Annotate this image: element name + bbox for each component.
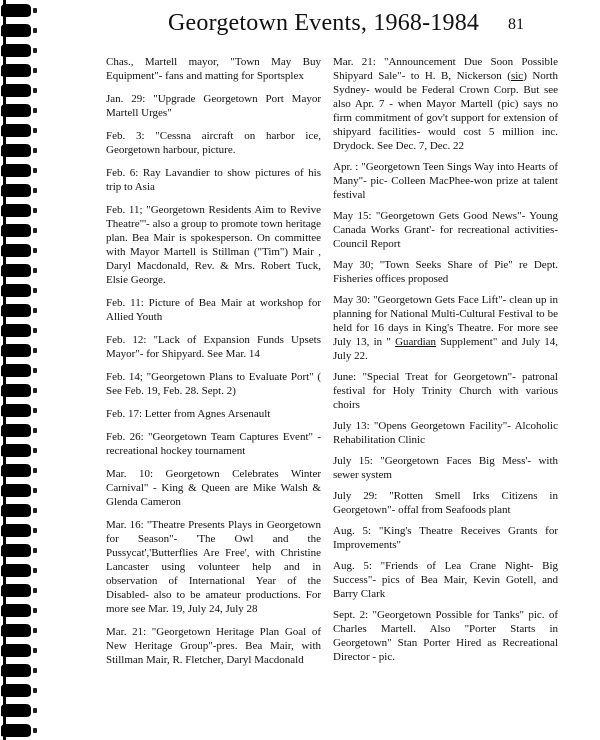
binding-coil [1,164,31,177]
entry-text-continued: Supplement" and July 14, July 22. [333,336,558,362]
binding-coil [1,504,31,517]
entry-text-continued: ) North Sydney- would be Federal Crown Corp. But see also Apr. 7 - when Mayor Martell (pic) says no firm commitment of gov't support for extension of shipyard facilities- would cost 5 million inc. Drydock. See Dec. 7, Dec. 22 [333,70,559,152]
event-entry: Sept. 2: "Georgetown Possible for Tanks" pic. of Charles Martell. Also "Porter Starts in Georgetown" Stan Porter Hired as Recreational Director - pic. [333,609,558,663]
binding-hole [33,148,37,153]
event-entry: Feb. 6: Ray Lavandier to show pictures of his trip to Asia [106,167,321,193]
event-entry [333,293,558,363]
binding-hole [33,688,37,693]
entry-text: Mar. 21: "Announcement Due Soon Possible Shipyard Sale"- to H. B, Nickerson ( [333,56,558,82]
left-column [106,55,321,676]
event-entry: Aug. 5: "King's Theatre Receives Grants for Improvements" [333,525,558,551]
binding-coil [1,384,31,397]
event-entry: Mar. 21: "Georgetown Heritage Plan Goal of New Heritage Group"-pres. Bea Mair, with Stillman Mair, R. Fletcher, Daryl Macdonald [106,626,321,666]
binding-coil [1,664,31,677]
binding-hole [33,288,37,293]
binding-hole [33,168,37,173]
spiral-coil-graphic [0,0,40,740]
event-entry: Mar. 16: "Theatre Presents Plays in Georgetown for Season"- 'The Owl and the Pussycat','Butterflies Are Free', with Christine Lancaster using volunteer help and in observation of International Year of the Disabled- also to be amateur productions. For more see Mar. 19, July 24, July 28 [106,519,321,615]
binding-coil [1,64,31,77]
binding-coil [1,104,31,117]
page-title: Georgetown Events, 1968-1984 [168,10,480,36]
spiral-binding [0,0,40,740]
binding-hole [33,448,37,453]
binding-coil [1,144,31,157]
event-entry: Feb. 11; "Georgetown Residents Aim to Revive Theatre"'- also a group to promote town heritage plan. Bea Mair is spokesperson. On committee with Mayor Martell is Stillman ("Tim") Mair , Daryl Macdonald, Rev. & Mrs. Robert Tuck, Elsie George. [106,204,321,286]
binding-hole [33,588,37,593]
binding-hole [33,28,37,33]
binding-coil [1,44,31,57]
binding-hole [33,708,37,713]
binding-coil [1,484,31,497]
binding-hole [33,108,37,113]
binding-coil [1,224,31,237]
binding-hole [33,328,37,333]
event-entry: May 15: "Georgetown Gets Good News"- Young Canada Works Grant'- for recreational activities- Council Report [333,210,558,250]
underlined-text: Guardian [395,336,437,348]
binding-coil [1,724,31,737]
binding-hole [33,248,37,253]
binding-coil [1,524,31,537]
binding-coil [1,184,31,197]
binding-coil [1,124,31,137]
event-entry: Aug. 5: "Friends of Lea Crane Night- Big Success"- pics of Bea Mair, Kevin Gotell, and Barry Clark [333,560,558,600]
binding-hole [33,88,37,93]
binding-coil [1,264,31,277]
binding-hole [33,8,37,13]
binding-hole [33,428,37,433]
binding-hole [33,388,37,393]
binding-hole [33,128,37,133]
binding-coil [1,324,31,337]
binding-coil [1,364,31,377]
binding-coil [1,644,31,657]
binding-coil [1,684,31,697]
event-entry [333,55,558,153]
binding-coil [1,244,31,257]
binding-coil [1,24,31,37]
underlined-text: sic [510,70,524,82]
binding-coil [1,84,31,97]
binding-hole [33,468,37,473]
entry-text: May 30: "Georgetown Gets Face Lift"- clean up in planning for National Multi-Cultural Festival to be held for 16 days in King's Theatre. For more see July 13, in " [333,294,558,348]
binding-hole [33,188,37,193]
binding-hole [33,48,37,53]
binding-coil [1,304,31,317]
event-entry: July 13: "Opens Georgetown Facility"- Alcoholic Rehabilitation Clinic [333,420,558,446]
event-entry: July 29: "Rotten Smell Irks Citizens in Georgetown"- offal from Seafoods plant [333,490,558,516]
event-entry: Feb. 11: Picture of Bea Mair at workshop for Allied Youth [106,297,321,323]
event-entry: Chas., Martell mayor, "Town May Buy Equipment"- fans and matting for Sportsplex [106,56,321,82]
binding-coil [1,204,31,217]
event-entry: July 15: "Georgetown Faces Big Mess'- with sewer system [333,455,558,481]
binding-hole [33,528,37,533]
event-entry: May 30; "Town Seeks Share of Pie" re Dept. Fisheries offices proposed [333,259,558,285]
event-entry: Feb. 3: "Cessna aircraft on harbor ice, Georgetown harbour, picture. [106,130,321,156]
binding-hole [33,368,37,373]
binding-hole [33,348,37,353]
event-entry: Feb. 26: "Georgetown Team Captures Event" - recreational hockey tournament [106,431,321,457]
binding-coil [1,284,31,297]
binding-hole [33,208,37,213]
event-entry: Apr. : "Georgetown Teen Sings Way into Hearts of Many"- pic- Colleen MacPhee-won prize at talent festival [333,161,558,201]
page-number: 81 [508,16,524,33]
binding-coil [1,444,31,457]
binding-coil [1,584,31,597]
binding-coil [1,544,31,557]
binding-hole [33,668,37,673]
binding-coil [1,624,31,637]
binding-hole [33,68,37,73]
binding-hole [33,728,37,733]
binding-coil [1,564,31,577]
binding-hole [33,488,37,493]
binding-coil [1,344,31,357]
event-entry: Feb. 17: Letter from Agnes Arsenault [106,408,271,420]
binding-coil [1,464,31,477]
binding-coil [1,604,31,617]
event-entry: Jan. 29: "Upgrade Georgetown Port Mayor Martell Urges" [106,93,321,119]
event-entry: Feb. 12: "Lack of Expansion Funds Upsets Mayor"- for Shipyard. See Mar. 14 [106,334,321,360]
binding-coil [1,4,31,17]
event-entry: Mar. 10: Georgetown Celebrates Winter Carnival" - King & Queen are Mike Walsh & Glenda Cameron [106,468,321,508]
binding-coil [1,704,31,717]
binding-hole [33,648,37,653]
event-entry: June: "Special Treat for Georgetown"- patronal festival for Holy Trinity Church with various choirs [333,371,558,411]
right-column [333,55,558,671]
binding-hole [33,628,37,633]
binding-hole [33,568,37,573]
binding-hole [33,548,37,553]
binding-hole [33,408,37,413]
event-entry: Feb. 14; "Georgetown Plans to Evaluate Port" ( See Feb. 19, Feb. 28. Sept. 2) [106,371,321,397]
binding-coil [1,404,31,417]
binding-hole [33,308,37,313]
binding-hole [33,268,37,273]
binding-hole [33,228,37,233]
binding-hole [33,508,37,513]
binding-hole [33,608,37,613]
binding-coil [1,424,31,437]
